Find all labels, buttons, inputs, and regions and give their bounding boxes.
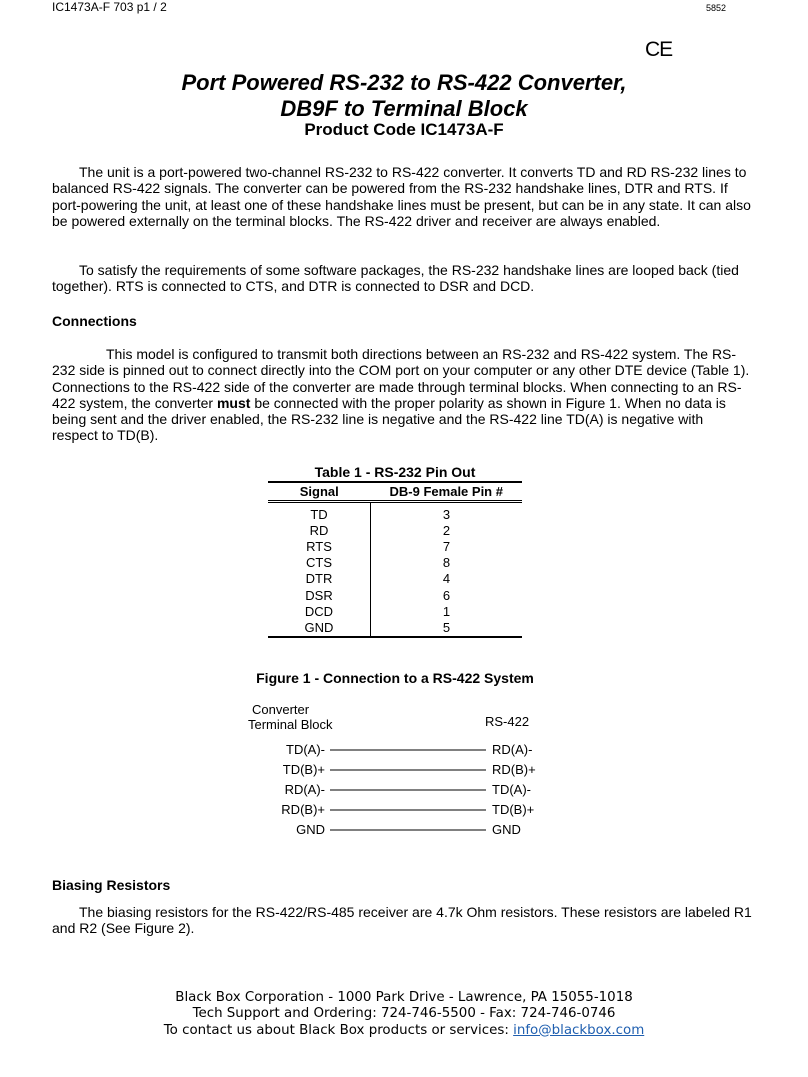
signal-cell: DSR	[305, 587, 333, 603]
right-terminal-label: RD(A)-	[492, 742, 533, 757]
converter-label: Converter	[252, 702, 310, 717]
wire-group	[281, 742, 535, 837]
table-row	[268, 538, 522, 554]
title-line-2: DB9F to Terminal Block	[280, 96, 528, 121]
signal-cell: DTR	[305, 571, 333, 587]
table-header-signal: Signal	[268, 482, 371, 502]
footer-contact-text: To contact us about Black Box products or services:	[163, 1022, 509, 1038]
biasing-paragraph	[52, 904, 752, 937]
left-terminal-label: TD(B)+	[282, 762, 325, 777]
pin-cell: 1	[371, 603, 523, 619]
table-header-pin: DB-9 Female Pin #	[371, 482, 523, 502]
pinout-table	[268, 481, 522, 638]
title-line-1: Port Powered RS-232 to RS-422 Converter,	[181, 70, 627, 95]
table-row	[268, 522, 522, 538]
connections-text-after: be connected with the proper polarity as shown in Figure 1. When no data is being sent and the driver enabled, the RS-232 line is negative and the RS-422 line TD(A) is negative with respect to TD(B).	[52, 394, 726, 444]
footer-contact	[0, 1023, 808, 1039]
left-terminal-label: RD(A)-	[284, 782, 325, 797]
connections-text-before: This model is configured to transmit both directions between an RS-232 and RS-422 system. The RS-232 side is pinned out to connect directly into the COM port on your computer or any other DTE device (Table 1). Connections to the RS-422 side of the converter are made through terminal blocks. When connecting to an RS-422 system, the converter	[52, 346, 750, 411]
pin-cell: 8	[371, 555, 523, 571]
pin-cell: 7	[371, 538, 523, 554]
email-link[interactable]: info@blackbox.com	[513, 1022, 645, 1038]
signal-cell: RD	[309, 522, 329, 538]
connection-diagram	[0, 700, 808, 850]
biasing-text: The biasing resistors for the RS-422/RS-485 receiver are 4.7k Ohm resistors. These resistors are labeled R1 and R2 (See Figure 2).	[52, 904, 752, 937]
signal-cell: RTS	[306, 538, 332, 554]
table-row	[268, 587, 522, 603]
connections-emphasis: must	[216, 394, 251, 411]
terminal-block-label: Terminal Block	[248, 717, 333, 732]
pin-cell: 5	[371, 619, 523, 636]
right-terminal-label: RD(B)+	[492, 762, 536, 777]
left-terminal-label: RD(B)+	[281, 802, 325, 817]
pin-cell: 3	[371, 502, 523, 523]
document-id: IC1473A-F 703 p1 / 2	[52, 0, 167, 14]
pin-cell: 6	[371, 587, 523, 603]
left-terminal-label: GND	[296, 822, 325, 837]
signal-cell: CTS	[306, 555, 332, 571]
table-caption: Table 1 - RS-232 Pin Out	[314, 464, 476, 480]
signal-cell: GND	[268, 619, 371, 636]
connections-heading: Connections	[52, 313, 137, 329]
footer	[0, 990, 808, 1039]
signal-cell: DCD	[304, 603, 334, 619]
rs422-label: RS-422	[485, 714, 530, 729]
pin-cell: 4	[371, 571, 523, 587]
table-row	[268, 571, 522, 587]
intro-paragraph-1	[52, 164, 752, 229]
intro-text-2: To satisfy the requirements of some software packages, the RS-232 handshake lines are looped back (tied together). RTS is connected to CTS, and DTR is connected to DSR and DCD.	[52, 262, 739, 295]
product-code: Product Code IC1473A-F	[304, 120, 504, 139]
biasing-heading: Biasing Resistors	[52, 877, 171, 893]
table-row	[268, 502, 522, 523]
right-terminal-label: GND	[492, 822, 521, 837]
connections-paragraph	[52, 346, 752, 444]
footer-address: Black Box Corporation - 1000 Park Drive - Lawrence, PA 15055-1018	[175, 990, 633, 1005]
ce-mark: CE	[645, 38, 673, 61]
figure-caption: Figure 1 - Connection to a RS-422 System	[256, 670, 534, 686]
table-row	[268, 603, 522, 619]
signal-cell: TD	[310, 506, 328, 522]
table-row	[268, 619, 522, 636]
right-terminal-label: TD(A)-	[492, 782, 531, 797]
pin-cell: 2	[371, 522, 523, 538]
intro-paragraph-2	[52, 262, 752, 295]
intro-text-1: The unit is a port-powered two-channel RS-232 to RS-422 converter. It converts TD and RD RS-232 lines to balanced RS-422 signals. The converter can be powered from the RS-232 handshake lines, DTR and RTS. If port-powering the unit, at least one of these handshake lines must be present, but can be in any state. It can also be powered externally on the terminal blocks. The RS-422 driver and receiver are always enabled.	[52, 164, 751, 229]
right-terminal-label: TD(B)+	[492, 802, 535, 817]
page-code: 5852	[706, 3, 727, 13]
footer-phone: Tech Support and Ordering: 724-746-5500 - Fax: 724-746-0746	[192, 1006, 616, 1022]
table-row	[268, 555, 522, 571]
left-terminal-label: TD(A)-	[286, 742, 325, 757]
